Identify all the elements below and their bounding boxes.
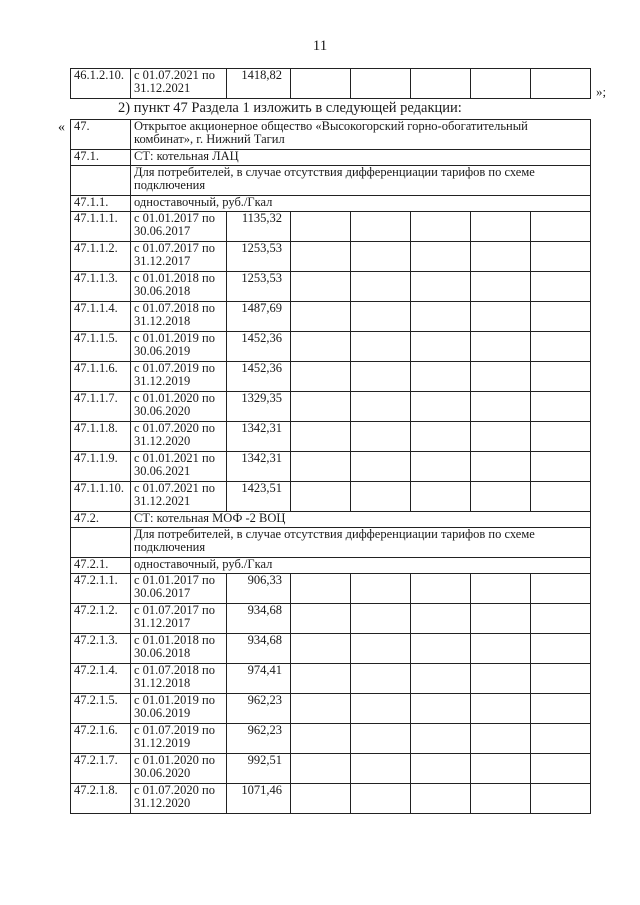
row-value: 934,68 xyxy=(227,634,291,664)
empty-cell xyxy=(531,362,591,392)
row-value: 1423,51 xyxy=(227,482,291,512)
row-code: 47.2.1.4. xyxy=(71,664,131,694)
empty-cell xyxy=(531,574,591,604)
tariff-row xyxy=(71,784,591,814)
empty-cell xyxy=(291,604,351,634)
tariff-row xyxy=(71,362,591,392)
tariff-row xyxy=(71,302,591,332)
row-value: 962,23 xyxy=(227,694,291,724)
row-value: 1342,31 xyxy=(227,422,291,452)
tariff-row xyxy=(71,422,591,452)
empty-cell xyxy=(471,69,531,99)
empty-cell xyxy=(411,362,471,392)
empty-cell xyxy=(531,242,591,272)
empty-cell xyxy=(471,784,531,814)
empty-cell xyxy=(411,574,471,604)
rate-row xyxy=(71,558,591,574)
empty-cell xyxy=(71,166,131,196)
empty-cell xyxy=(411,784,471,814)
row-value: 1418,82 xyxy=(227,69,291,99)
row-period: с 01.07.2021 по 31.12.2021 xyxy=(131,69,227,99)
row-code: 47.1.1.5. xyxy=(71,332,131,362)
row-value: 992,51 xyxy=(227,754,291,784)
row-period: с 01.07.2017 по 31.12.2017 xyxy=(131,242,227,272)
tariff-row xyxy=(71,212,591,242)
empty-cell xyxy=(471,452,531,482)
empty-cell xyxy=(351,482,411,512)
row-period: с 01.07.2021 по 31.12.2021 xyxy=(131,482,227,512)
tariff-row xyxy=(71,242,591,272)
empty-cell xyxy=(351,392,411,422)
empty-cell xyxy=(351,784,411,814)
empty-cell xyxy=(471,332,531,362)
empty-cell xyxy=(531,422,591,452)
row-code: 47.2.1.6. xyxy=(71,724,131,754)
row-period: с 01.07.2020 по 31.12.2020 xyxy=(131,422,227,452)
empty-cell xyxy=(531,392,591,422)
empty-cell xyxy=(291,724,351,754)
empty-cell xyxy=(351,422,411,452)
row-value: 974,41 xyxy=(227,664,291,694)
empty-cell xyxy=(351,724,411,754)
empty-cell xyxy=(411,212,471,242)
empty-cell xyxy=(411,604,471,634)
source-row xyxy=(71,150,591,166)
tariff-row xyxy=(71,694,591,724)
row-code: 47.1.1.6. xyxy=(71,362,131,392)
row-code: 47.1.1.7. xyxy=(71,392,131,422)
row-code: 47.1.1.8. xyxy=(71,422,131,452)
empty-cell xyxy=(531,634,591,664)
row-value: 1253,53 xyxy=(227,272,291,302)
row-code: 47.2.1.7. xyxy=(71,754,131,784)
amendment-caption: 2) пункт 47 Раздела 1 изложить в следующей редакции: xyxy=(118,100,462,116)
row-code: 47.2.1.8. xyxy=(71,784,131,814)
empty-cell xyxy=(291,754,351,784)
row-value: 1071,46 xyxy=(227,784,291,814)
empty-cell xyxy=(411,694,471,724)
empty-cell xyxy=(351,302,411,332)
empty-cell xyxy=(351,362,411,392)
empty-cell xyxy=(411,634,471,664)
empty-cell xyxy=(291,694,351,724)
row-period: с 01.01.2018 по 30.06.2018 xyxy=(131,634,227,664)
row-value: 1452,36 xyxy=(227,362,291,392)
empty-cell xyxy=(351,604,411,634)
organization-name: Открытое акционерное общество «Высокогорский горно-обогатительный комбинат», г. Нижний Тагил xyxy=(131,120,591,150)
row-period: с 01.01.2019 по 30.06.2019 xyxy=(131,694,227,724)
empty-cell xyxy=(471,634,531,664)
empty-cell xyxy=(411,392,471,422)
row-code: 47.2.1.2. xyxy=(71,604,131,634)
consumers-note: Для потребителей, в случае отсутствия дифференциации тарифов по схеме подключения xyxy=(131,166,591,196)
row-period: с 01.01.2019 по 30.06.2019 xyxy=(131,332,227,362)
row-code: 47.1.1.4. xyxy=(71,302,131,332)
empty-cell xyxy=(351,332,411,362)
empty-cell xyxy=(531,302,591,332)
tariff-row xyxy=(71,724,591,754)
empty-cell xyxy=(411,272,471,302)
row-period: с 01.01.2021 по 30.06.2021 xyxy=(131,452,227,482)
empty-cell xyxy=(291,482,351,512)
empty-cell xyxy=(351,574,411,604)
empty-cell xyxy=(71,528,131,558)
row-code: 47.1.1.9. xyxy=(71,452,131,482)
tariff-row xyxy=(71,482,591,512)
empty-cell xyxy=(531,272,591,302)
row-period: с 01.01.2017 по 30.06.2017 xyxy=(131,574,227,604)
row-code: 47.1.1.1. xyxy=(71,212,131,242)
tariff-row xyxy=(71,392,591,422)
empty-cell xyxy=(411,724,471,754)
row-period: с 01.07.2019 по 31.12.2019 xyxy=(131,362,227,392)
empty-cell xyxy=(351,242,411,272)
empty-cell xyxy=(471,242,531,272)
tariff-row xyxy=(71,272,591,302)
tariff-table xyxy=(70,119,591,814)
empty-cell xyxy=(291,422,351,452)
empty-cell xyxy=(471,212,531,242)
empty-cell xyxy=(471,482,531,512)
heat-source: СТ: котельная ЛАЦ xyxy=(131,150,591,166)
empty-cell xyxy=(531,452,591,482)
row-period: с 01.07.2018 по 31.12.2018 xyxy=(131,664,227,694)
tariff-row xyxy=(71,634,591,664)
empty-cell xyxy=(291,392,351,422)
empty-cell xyxy=(351,634,411,664)
row-period: с 01.01.2017 по 30.06.2017 xyxy=(131,212,227,242)
empty-cell xyxy=(411,69,471,99)
row-code: 46.1.2.10. xyxy=(71,69,131,99)
empty-cell xyxy=(471,694,531,724)
item-code: 47. xyxy=(71,120,131,150)
empty-cell xyxy=(291,452,351,482)
row-period: с 01.01.2018 по 30.06.2018 xyxy=(131,272,227,302)
row-value: 962,23 xyxy=(227,724,291,754)
row-code: 47.1.1.2. xyxy=(71,242,131,272)
row-value: 1487,69 xyxy=(227,302,291,332)
empty-cell xyxy=(531,784,591,814)
empty-cell xyxy=(471,574,531,604)
empty-cell xyxy=(291,664,351,694)
tariff-row xyxy=(71,332,591,362)
consumers-row xyxy=(71,166,591,196)
empty-cell xyxy=(531,664,591,694)
rate-label: одноставочный, руб./Гкал xyxy=(131,196,591,212)
row-value: 1135,32 xyxy=(227,212,291,242)
empty-cell xyxy=(411,332,471,362)
empty-cell xyxy=(291,332,351,362)
source-row xyxy=(71,512,591,528)
row-value: 1329,35 xyxy=(227,392,291,422)
row-value: 934,68 xyxy=(227,604,291,634)
empty-cell xyxy=(291,272,351,302)
empty-cell xyxy=(471,604,531,634)
empty-cell xyxy=(291,242,351,272)
row-value: 1253,53 xyxy=(227,242,291,272)
empty-cell xyxy=(291,574,351,604)
closing-quote-mark: »; xyxy=(596,84,607,99)
row-code: 47.1.1.10. xyxy=(71,482,131,512)
rate-code: 47.1.1. xyxy=(71,196,131,212)
opening-quote-mark: « xyxy=(58,120,65,135)
empty-cell xyxy=(411,482,471,512)
empty-cell xyxy=(411,302,471,332)
row-period: с 01.07.2019 по 31.12.2019 xyxy=(131,724,227,754)
row-code: 47.1.1.3. xyxy=(71,272,131,302)
empty-cell xyxy=(411,754,471,784)
page-number: 11 xyxy=(312,38,328,54)
empty-cell xyxy=(351,664,411,694)
source-code: 47.1. xyxy=(71,150,131,166)
consumers-row xyxy=(71,528,591,558)
consumers-note: Для потребителей, в случае отсутствия дифференциации тарифов по схеме подключения xyxy=(131,528,591,558)
empty-cell xyxy=(291,362,351,392)
empty-cell xyxy=(471,362,531,392)
empty-cell xyxy=(351,272,411,302)
rate-code: 47.2.1. xyxy=(71,558,131,574)
row-period: с 01.01.2020 по 30.06.2020 xyxy=(131,392,227,422)
empty-cell xyxy=(471,422,531,452)
row-value: 1452,36 xyxy=(227,332,291,362)
empty-cell xyxy=(351,694,411,724)
empty-cell xyxy=(531,694,591,724)
empty-cell xyxy=(471,392,531,422)
row-value: 906,33 xyxy=(227,574,291,604)
empty-cell xyxy=(531,724,591,754)
heat-source: СТ: котельная МОФ -2 ВОЦ xyxy=(131,512,591,528)
empty-cell xyxy=(291,212,351,242)
row-period: с 01.07.2020 по 31.12.2020 xyxy=(131,784,227,814)
tariff-row xyxy=(71,754,591,784)
row-code: 47.2.1.5. xyxy=(71,694,131,724)
empty-cell xyxy=(351,452,411,482)
source-code: 47.2. xyxy=(71,512,131,528)
row-period: с 01.07.2017 по 31.12.2017 xyxy=(131,604,227,634)
empty-cell xyxy=(531,754,591,784)
empty-cell xyxy=(291,302,351,332)
row-code: 47.2.1.3. xyxy=(71,634,131,664)
tariff-row xyxy=(71,604,591,634)
empty-cell xyxy=(471,724,531,754)
empty-cell xyxy=(291,784,351,814)
tariff-row xyxy=(71,664,591,694)
rate-row xyxy=(71,196,591,212)
empty-cell xyxy=(531,212,591,242)
empty-cell xyxy=(531,332,591,362)
tariff-row xyxy=(71,574,591,604)
empty-cell xyxy=(351,69,411,99)
empty-cell xyxy=(531,604,591,634)
empty-cell xyxy=(351,754,411,784)
rate-label: одноставочный, руб./Гкал xyxy=(131,558,591,574)
table-row xyxy=(71,69,591,99)
empty-cell xyxy=(291,634,351,664)
empty-cell xyxy=(531,482,591,512)
empty-cell xyxy=(471,754,531,784)
org-row xyxy=(71,120,591,150)
row-period: с 01.01.2020 по 30.06.2020 xyxy=(131,754,227,784)
tariff-row xyxy=(71,452,591,482)
empty-cell xyxy=(471,664,531,694)
empty-cell xyxy=(531,69,591,99)
empty-cell xyxy=(291,69,351,99)
row-code: 47.2.1.1. xyxy=(71,574,131,604)
empty-cell xyxy=(471,272,531,302)
empty-cell xyxy=(411,242,471,272)
empty-cell xyxy=(471,302,531,332)
empty-cell xyxy=(351,212,411,242)
previous-table-fragment xyxy=(70,68,591,99)
empty-cell xyxy=(411,452,471,482)
empty-cell xyxy=(411,422,471,452)
row-period: с 01.07.2018 по 31.12.2018 xyxy=(131,302,227,332)
empty-cell xyxy=(411,664,471,694)
row-value: 1342,31 xyxy=(227,452,291,482)
